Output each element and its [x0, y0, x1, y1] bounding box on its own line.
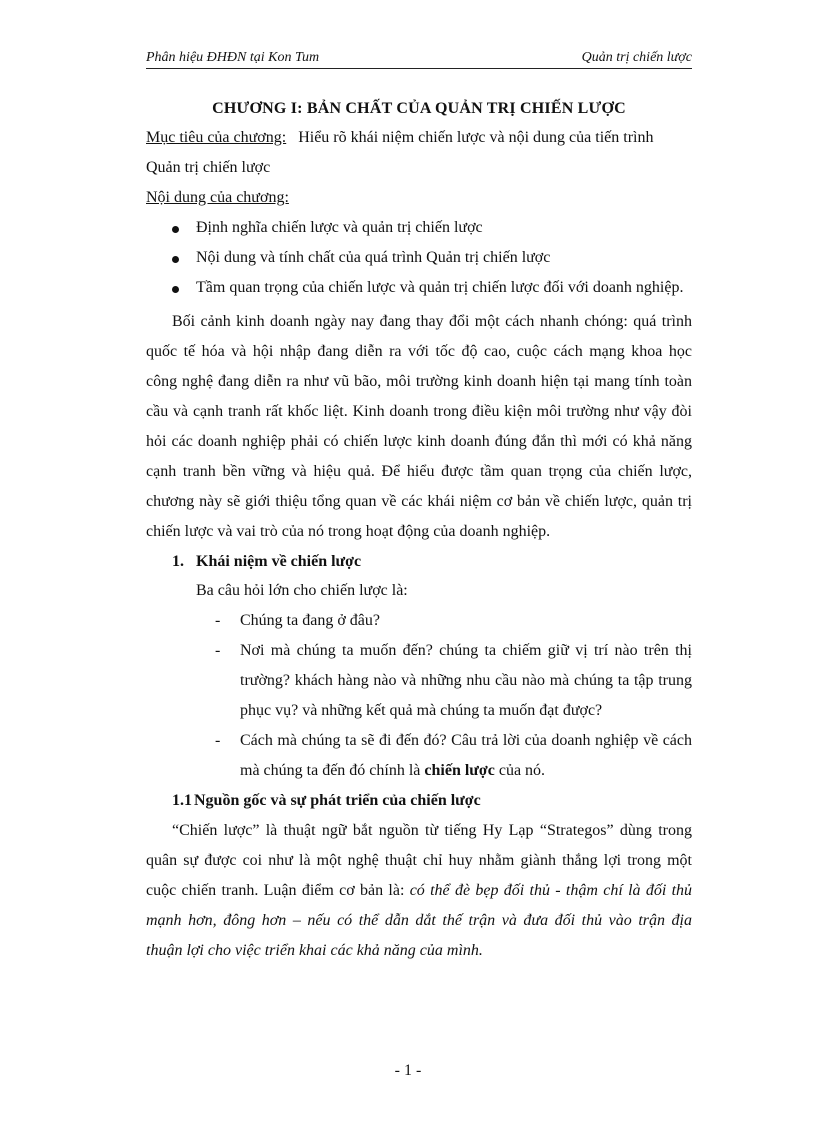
dash-marker: -: [215, 732, 221, 749]
intro-line: chương này sẽ giới thiệu tổng quan về các khái niệm cơ bản về chiến lược, quản trị: [146, 493, 692, 510]
bullet-item: Tầm quan trọng của chiến lược và quản trị chiến lược đối với doanh nghiệp.: [196, 279, 684, 296]
header-institution: Phân hiệu ĐHĐN tại Kon Tum: [146, 50, 320, 65]
content-label: Nội dung của chương:: [146, 189, 289, 206]
section-1-1-heading: Nguồn gốc và sự phát triển của chiến lược: [194, 792, 481, 809]
bullet-dot: [172, 226, 179, 233]
objective-text-cont: Quản trị chiến lược: [146, 159, 271, 176]
q3-text-bold: chiến lược: [424, 762, 495, 779]
page-header: [146, 48, 692, 69]
header-subject: Quản trị chiến lược: [581, 50, 692, 65]
page-number: - 1 -: [394, 1062, 422, 1079]
bullet-item: Nội dung và tính chất của quá trình Quản trị chiến lược: [196, 249, 551, 266]
question-item-cont: trường? khách hàng nào và những nhu cầu nào mà chúng ta tập trung: [240, 672, 692, 689]
question-item-cont: phục vụ? và những kết quả mà chúng ta muốn đạt được?: [240, 702, 603, 719]
intro-line: công nghệ đang diễn ra như vũ bão, môi trường kinh doanh hiện tại mang tính toàn: [146, 373, 692, 390]
q3-text-post: của nó.: [494, 762, 546, 779]
intro-line: cạnh tranh bền vững và hiệu quả. Để hiểu được tầm quan trọng của chiến lược,: [146, 463, 692, 480]
question-item: Chúng ta đang ở đâu?: [240, 612, 380, 629]
origin-text: cuộc chiến tranh. Luận điểm cơ bản là:: [146, 882, 410, 899]
origin-line: thuận lợi cho việc triển khai các khả năng của mình.: [146, 942, 483, 959]
q3-text-pre: mà chúng ta đến đó chính là: [240, 762, 425, 779]
intro-line: chiến lược và vai trò của nó trong hoạt động của doanh nghiệp.: [146, 523, 551, 540]
section-1-heading: Khái niệm về chiến lược: [196, 553, 362, 570]
section-1-lead: Ba câu hỏi lớn cho chiến lược là:: [196, 582, 408, 599]
dash-marker: -: [215, 612, 221, 629]
dash-marker: -: [215, 642, 221, 659]
origin-line: quân sự được coi như là một nghệ thuật chỉ huy nhằm giành thắng lợi trong một: [146, 852, 692, 869]
bullet-dot: [172, 256, 179, 263]
objective-text: Hiểu rõ khái niệm chiến lược và nội dung của tiến trình: [298, 129, 654, 146]
question-item-cont: [240, 762, 545, 780]
question-item: Nơi mà chúng ta muốn đến? chúng ta chiếm giữ vị trí nào trên thị: [240, 642, 692, 659]
intro-line: hỏi các doanh nghiệp phải có chiến lược kinh doanh đúng đắn thì mới có khả năng: [146, 433, 692, 450]
chapter-title: CHƯƠNG I: BẢN CHẤT CỦA QUẢN TRỊ CHIẾN LƯỢC: [212, 100, 626, 117]
origin-line: mạnh hơn, đông hơn – nếu có thể dẫn dắt thế trận và đưa đối thủ vào trận địa: [146, 912, 692, 929]
section-1-1-number: 1.1: [172, 792, 192, 809]
bullet-item: Định nghĩa chiến lược và quản trị chiến lược: [196, 219, 483, 236]
intro-line: cầu và cạnh tranh rất khốc liệt. Kinh doanh trong điều kiện môi trường như vậy đòi: [146, 403, 692, 420]
bullet-dot: [172, 286, 179, 293]
question-item: Cách mà chúng ta sẽ đi đến đó? Câu trả lời của doanh nghiệp về cách: [240, 732, 692, 749]
intro-line: Bối cảnh kinh doanh ngày nay đang thay đổi một cách nhanh chóng: quá trình: [172, 313, 692, 330]
objective-label: Mục tiêu của chương:: [146, 129, 287, 146]
origin-line: “Chiến lược” là thuật ngữ bắt nguồn từ tiếng Hy Lạp “Strategos” dùng trong: [172, 822, 692, 839]
origin-italic: có thể đè bẹp đối thủ - thậm chí là đối thủ: [409, 882, 693, 899]
origin-line: [146, 882, 692, 900]
section-1-number: 1.: [172, 553, 184, 570]
objective-line: [146, 129, 653, 147]
intro-line: quốc tế hóa và hội nhập đang diễn ra với tốc độ cao, cuộc cách mạng khoa học: [146, 343, 692, 360]
